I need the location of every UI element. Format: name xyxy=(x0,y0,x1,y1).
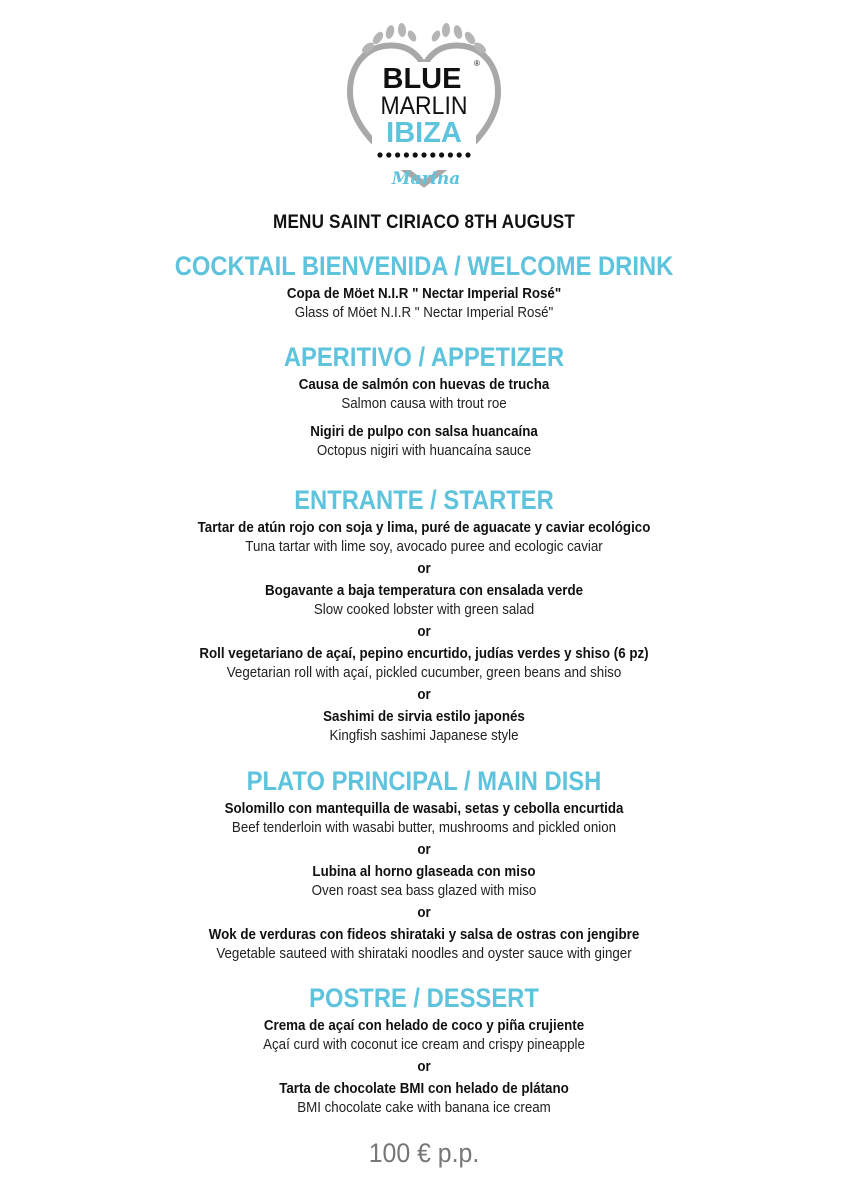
or-separator: or xyxy=(417,1059,431,1075)
section-heading: ENTRANTE / STARTER xyxy=(294,485,554,515)
svg-text:®: ® xyxy=(474,59,480,68)
logo-line3: IBIZA xyxy=(386,117,462,149)
dish-name-es: Copa de Möet N.I.R " Nectar Imperial Rosé" xyxy=(286,286,562,302)
dish-name-es: Solomillo con mantequilla de wasabi, setas y cebolla encurtida xyxy=(224,801,624,817)
menu-title: MENU SAINT CIRIACO 8TH AUGUST xyxy=(273,212,575,233)
logo-line2: MARLIN xyxy=(380,92,468,121)
blue-marlin-logo xyxy=(0,22,848,192)
logo-dot xyxy=(439,152,444,157)
dish-name-en: Vegetarian roll with açaí, pickled cucumber, green beans and shiso xyxy=(226,665,622,681)
section-heading: POSTRE / DESSERT xyxy=(309,983,539,1013)
dish-name-en: Salmon causa with trout roe xyxy=(341,396,507,412)
logo-dot xyxy=(413,152,418,157)
section-heading: APERITIVO / APPETIZER xyxy=(283,342,565,372)
dish-name-es: Sashimi de sirvia estilo japonés xyxy=(323,709,525,725)
dish-name-en: Oven roast sea bass glazed with miso xyxy=(311,883,537,899)
section-main-dish xyxy=(0,765,848,964)
dish-name-en: Glass of Möet N.I.R " Nectar Imperial Rosé" xyxy=(294,305,554,321)
dish-name-es: Roll vegetariano de açaí, pepino encurtido, judías verdes y shiso (6 pz) xyxy=(199,646,649,662)
section-appetizer xyxy=(0,341,848,461)
logo-dot xyxy=(404,152,409,157)
logo-line4: Marina xyxy=(391,169,461,189)
logo-dot xyxy=(395,152,400,157)
section-heading: COCKTAIL BIENVENIDA / WELCOME DRINK xyxy=(174,251,674,281)
dish-name-en: Tuna tartar with lime soy, avocado puree and ecologic caviar xyxy=(245,539,603,555)
logo-dot xyxy=(448,152,453,157)
or-separator: or xyxy=(417,561,431,577)
or-separator: or xyxy=(417,905,431,921)
or-separator: or xyxy=(417,624,431,640)
dish-name-en: Octopus nigiri with huancaína sauce xyxy=(316,443,532,459)
logo-dot xyxy=(465,152,470,157)
dish-name-es: Causa de salmón con huevas de trucha xyxy=(298,377,550,393)
logo-dot xyxy=(377,152,382,157)
dish-name-en: Kingfish sashimi Japanese style xyxy=(329,728,519,744)
section-dessert xyxy=(0,982,848,1118)
logo-line1: BLUE xyxy=(382,63,462,95)
or-separator: or xyxy=(417,842,431,858)
dish-name-es: Bogavante a baja temperatura con ensalada verde xyxy=(264,583,584,599)
section-starter xyxy=(0,484,848,746)
dish-name-en: Beef tenderloin with wasabi butter, mushrooms and pickled onion xyxy=(231,820,617,836)
dish-name-es: Tarta de chocolate BMI con helado de plátano xyxy=(279,1081,569,1097)
logo-dot xyxy=(457,152,462,157)
dish-name-en: BMI chocolate cake with banana ice cream xyxy=(297,1100,551,1116)
dish-name-es: Lubina al horno glaseada con miso xyxy=(312,864,536,880)
section-heading: PLATO PRINCIPAL / MAIN DISH xyxy=(246,766,602,796)
dish-name-en: Slow cooked lobster with green salad xyxy=(313,602,535,618)
dish-name-es: Tartar de atún rojo con soja y lima, puré de aguacate y caviar ecológico xyxy=(197,520,651,536)
dish-name-en: Açaí curd with coconut ice cream and crispy pineapple xyxy=(263,1037,585,1053)
logo-dot xyxy=(386,152,391,157)
logo-dot xyxy=(421,152,426,157)
dish-name-es: Crema de açaí con helado de coco y piña crujiente xyxy=(263,1018,585,1034)
dish-name-es: Nigiri de pulpo con salsa huancaína xyxy=(310,424,538,440)
or-separator: or xyxy=(417,687,431,703)
section-welcome-drink xyxy=(0,250,848,323)
dish-name-en: Vegetable sauteed with shirataki noodles and oyster sauce with ginger xyxy=(216,946,632,962)
dish-name-es: Wok de verduras con fideos shirataki y salsa de ostras con jengibre xyxy=(208,927,640,943)
logo-dot xyxy=(430,152,435,157)
price: 100 € p.p. xyxy=(368,1138,480,1168)
